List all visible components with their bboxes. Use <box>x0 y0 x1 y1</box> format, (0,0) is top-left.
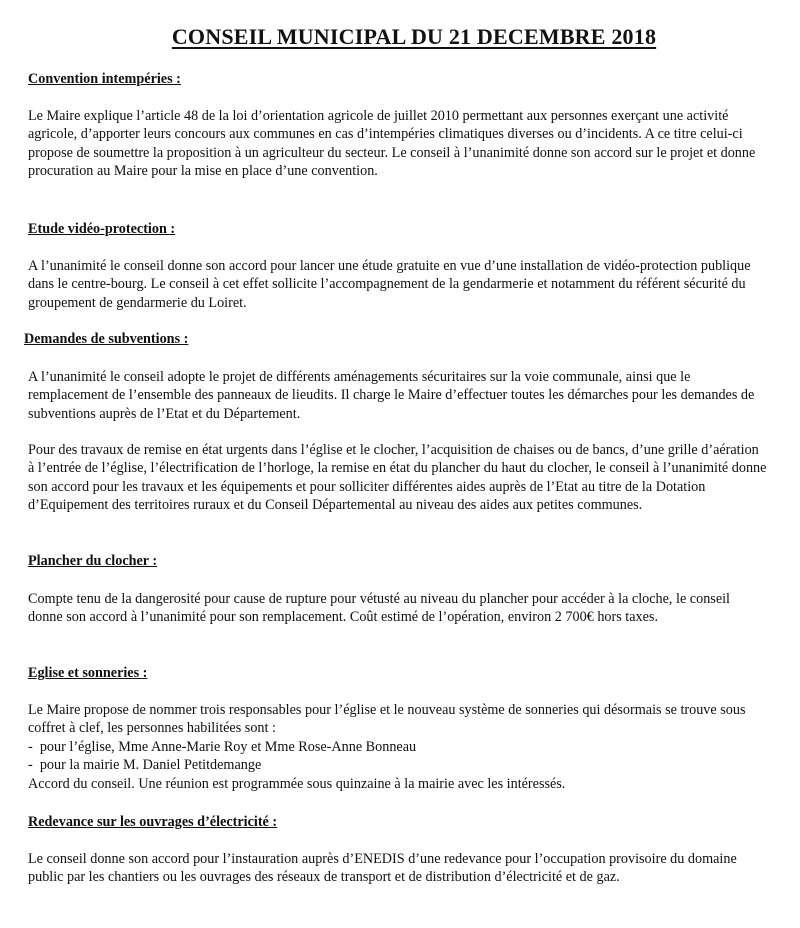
list-item: - pour la mairie M. Daniel Petitdemange <box>28 756 768 774</box>
section-heading-subventions: Demandes de subventions : <box>24 331 189 347</box>
section-text-subventions-1: A l’unanimité le conseil adopte le projet de différents aménagements sécuritaires sur la voie communale, ainsi que le remplacement de l’ensemble des panneaux de lieudits. Il charge le Maire d’effectuer toutes les démarches pour les demandes de subventions auprès de l’Etat et du Département. <box>28 369 755 422</box>
section-text-convention: Le Maire explique l’article 48 de la loi d’orientation agricole de juillet 2010 permettant aux personnes exerçant une activité agricole, d’apporter leurs concours aux communes en cas d’intempéries climatiques diverses ou d’incidents. A ce titre celui-ci propose de soumettre la proposition à un agriculteur du secteur. Le conseil à l’unanimité donne son accord sur le projet et donne procuration au Maire pour la mise en place d’une convention. <box>28 108 756 180</box>
section-text-redevance: Le conseil donne son accord pour l’instauration auprès d’ENEDIS d’une redevance pour l’occupation provisoire du domaine public par les chantiers ou les ouvrages des réseaux de transport et de distribution d’électricité et de gaz. <box>28 851 737 886</box>
section-text-eglise: Le Maire propose de nommer trois responsables pour l’église et le nouveau système de sonneries qui désormais se trouve sous coffret à clef, les personnes habilitées sont : <box>28 702 746 737</box>
section-closing-eglise: Accord du conseil. Une réunion est programmée sous quinzaine à la mairie avec les intéressés. <box>28 775 566 792</box>
section-heading-redevance: Redevance sur les ouvrages d’électricité : <box>28 814 278 830</box>
section-body-eglise <box>28 701 768 793</box>
list-item: - pour l’église, Mme Anne-Marie Roy et Mme Rose-Anne Bonneau <box>28 738 768 756</box>
section-text-video: A l’unanimité le conseil donne son accord pour lancer une étude gratuite en vue d’une installation de vidéo-protection publique dans le centre-bourg. Le conseil à cet effet sollicite l’accompagnement de la gendarmerie et notamment du référent sécurité du groupement de gendarmerie du Loiret. <box>28 258 751 311</box>
section-text-plancher: Compte tenu de la dangerosité pour cause de rupture pour vétusté au niveau du plancher pour accéder à la cloche, le conseil donne son accord à l’unanimité pour son remplacement. Coût estimé de l’opération, environ 2 700€ hors taxes. <box>28 591 730 626</box>
document-title: CONSEIL MUNICIPAL DU 21 DECEMBRE 2018 <box>171 24 657 49</box>
responsables-list <box>28 738 768 775</box>
section-heading-plancher: Plancher du clocher : <box>28 553 158 569</box>
section-heading-eglise: Eglise et sonneries : <box>28 665 148 681</box>
section-text-subventions-2: Pour des travaux de remise en état urgents dans l’église et le clocher, l’acquisition de chaises ou de bancs, d’une grille d’aération à l’entrée de l’église, l’électrification de l’horloge, la remise en état du plancher du haut du clocher, le conseil à l’unanimité donne son accord pour les travaux et les équipements et pour solliciter différentes aides auprès de l’Etat au titre de la Dotation d’Equipement des territoires ruraux et du Conseil Départemental au niveau des aides aux petites communes. <box>28 442 767 514</box>
section-heading-video: Etude vidéo-protection : <box>28 221 176 237</box>
section-heading-convention: Convention intempéries : <box>28 71 181 87</box>
